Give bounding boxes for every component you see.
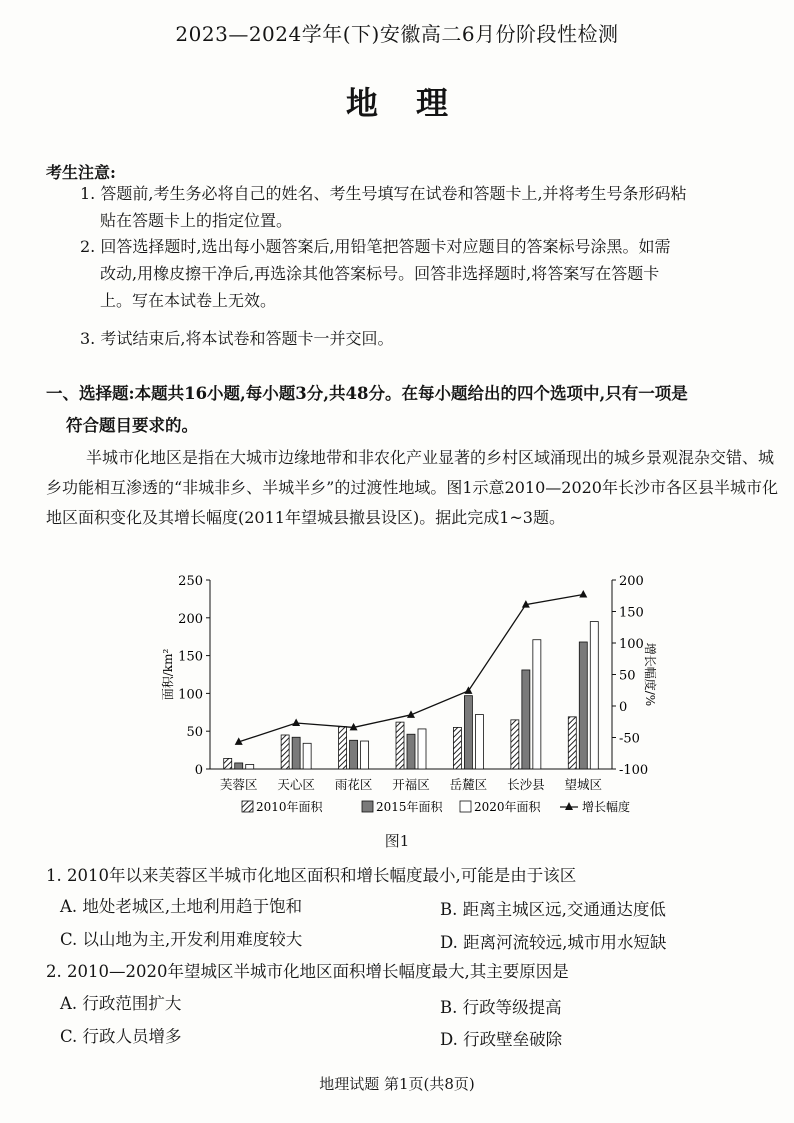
page-footer: 地理试题 第1页(共8页) [319,1075,475,1093]
passage: 半城市化地区是指在大城市边缘地带和非农化产业显著的乡村区域涌现出的城乡景观混杂交错、城乡功能相互渗透的“非城非乡、半城半乡”的过渡性地域。图1示意2010—2020年长沙市各区县半城市化地区面积变化及其增长幅度(2011年望城县撤县设区)。据此完成1~3题。 [46,448,778,527]
question-1-option-d[interactable]: D. 距离河流较远,城市用水短缺 [440,933,667,952]
figure-caption: 图1 [384,832,410,850]
bar-2015 [464,696,472,769]
x-tick-label: 芙蓉区 [219,777,258,792]
bar-2010 [568,717,576,769]
growth-point [292,719,300,727]
y-right-tick-label: -100 [619,763,649,778]
y-tick-label: 50 [186,725,203,741]
bar-2010 [396,722,404,769]
y-right-tick-label: 150 [619,605,644,621]
bar-2010 [453,727,461,769]
bar-2020 [361,741,369,769]
y-right-axis-title: 增长幅度/% [643,642,657,707]
x-tick-label: 长沙县 [507,777,545,792]
legend-label: 2015年面积 [376,800,443,814]
question-2-option-a[interactable]: A. 行政范围扩大 [60,994,182,1013]
legend-swatch [460,801,471,812]
bar-2020 [303,743,311,769]
notice-item-2-cont2: 上。写在本试卷上无效。 [100,291,277,310]
legend-label: 增长幅度 [582,800,631,814]
subject-title: 地理 [345,84,486,122]
y-right-tick-label: 200 [619,574,644,589]
bar-2010 [224,758,232,769]
notice-item-3: 3. 考试结束后,将本试卷和答题卡一并交回。 [80,329,394,348]
bar-2015 [407,734,415,769]
legend-line-marker [565,802,573,810]
y-tick-label: 150 [178,649,203,665]
y-right-tick-label: 100 [619,637,644,652]
notice-item-1-cont: 贴在答题卡上的指定位置。 [100,211,293,230]
y-right-tick-label: 50 [619,668,636,684]
chart [150,565,657,855]
chart-svg [150,565,657,835]
question-1-stem: 1. 2010年以来芙蓉区半城市化地区面积和增长幅度最小,可能是由于该区 [46,866,577,885]
notice-item-2: 2. 回答选择题时,选出每小题答案后,用铅笔把答题卡对应题目的答案标号涂黑。如需 [80,237,671,256]
x-tick-label: 天心区 [277,777,315,792]
notice-item-2-cont: 改动,用橡皮擦干净后,再选涂其他答案标号。回答非选择题时,将答案写在答题卡 [100,264,660,283]
question-1-option-a[interactable]: A. 地处老城区,土地利用趋于饱和 [60,897,303,916]
x-tick-label: 雨花区 [334,777,373,792]
notice-title: 考生注意: [46,163,116,182]
exam-header: 2023—2024学年(下)安徽高二6月份阶段性检测 [175,22,619,46]
bar-2015 [579,642,587,769]
question-2-option-b[interactable]: B. 行政等级提高 [440,998,562,1017]
x-tick-label: 岳麓区 [449,777,488,792]
bar-2010 [511,720,519,769]
bar-2015 [350,740,358,769]
y-tick-label: 0 [194,763,203,778]
y-tick-label: 250 [178,574,203,589]
section-title: 一、选择题:本题共16小题,每小题3分,共48分。在每小题给出的四个选项中,只有一项是 [46,384,688,403]
growth-line [239,594,584,741]
bar-2020 [533,640,541,769]
bar-2010 [339,727,347,769]
question-1-option-b[interactable]: B. 距离主城区远,交通通达度低 [440,900,666,919]
question-1-option-c[interactable]: C. 以山地为主,开发利用难度较大 [60,930,303,949]
bar-2020 [590,622,598,769]
y-tick-label: 100 [178,687,203,703]
y-axis-title: 面积/km² [161,648,175,701]
bar-2020 [475,715,483,769]
question-2-option-d[interactable]: D. 行政壁垒破除 [440,1030,563,1049]
legend-label: 2020年面积 [474,800,541,814]
bar-2015 [292,737,300,769]
bar-2020 [246,764,254,769]
bar-2015 [522,670,530,769]
bar-2010 [281,735,289,769]
y-right-tick-label: 0 [619,700,628,715]
bar-2020 [418,729,426,769]
growth-point [579,590,587,598]
bar-2015 [235,763,243,769]
question-2-stem: 2. 2010—2020年望城区半城市化地区面积增长幅度最大,其主要原因是 [46,962,569,981]
section-title-cont: 符合题目要求的。 [66,416,198,435]
y-right-tick-label: -50 [619,731,640,747]
question-2-option-c[interactable]: C. 行政人员增多 [60,1027,182,1046]
notice-item-1: 1. 答题前,考生务必将自己的姓名、考生号填写在试卷和答题卡上,并将考生号条形码粘 [80,184,687,203]
x-tick-label: 开福区 [392,777,430,792]
x-tick-label: 望城区 [564,777,603,792]
legend-swatch [242,801,253,812]
legend-label: 2010年面积 [256,800,323,814]
legend-swatch [362,801,373,812]
y-tick-label: 200 [178,611,203,627]
